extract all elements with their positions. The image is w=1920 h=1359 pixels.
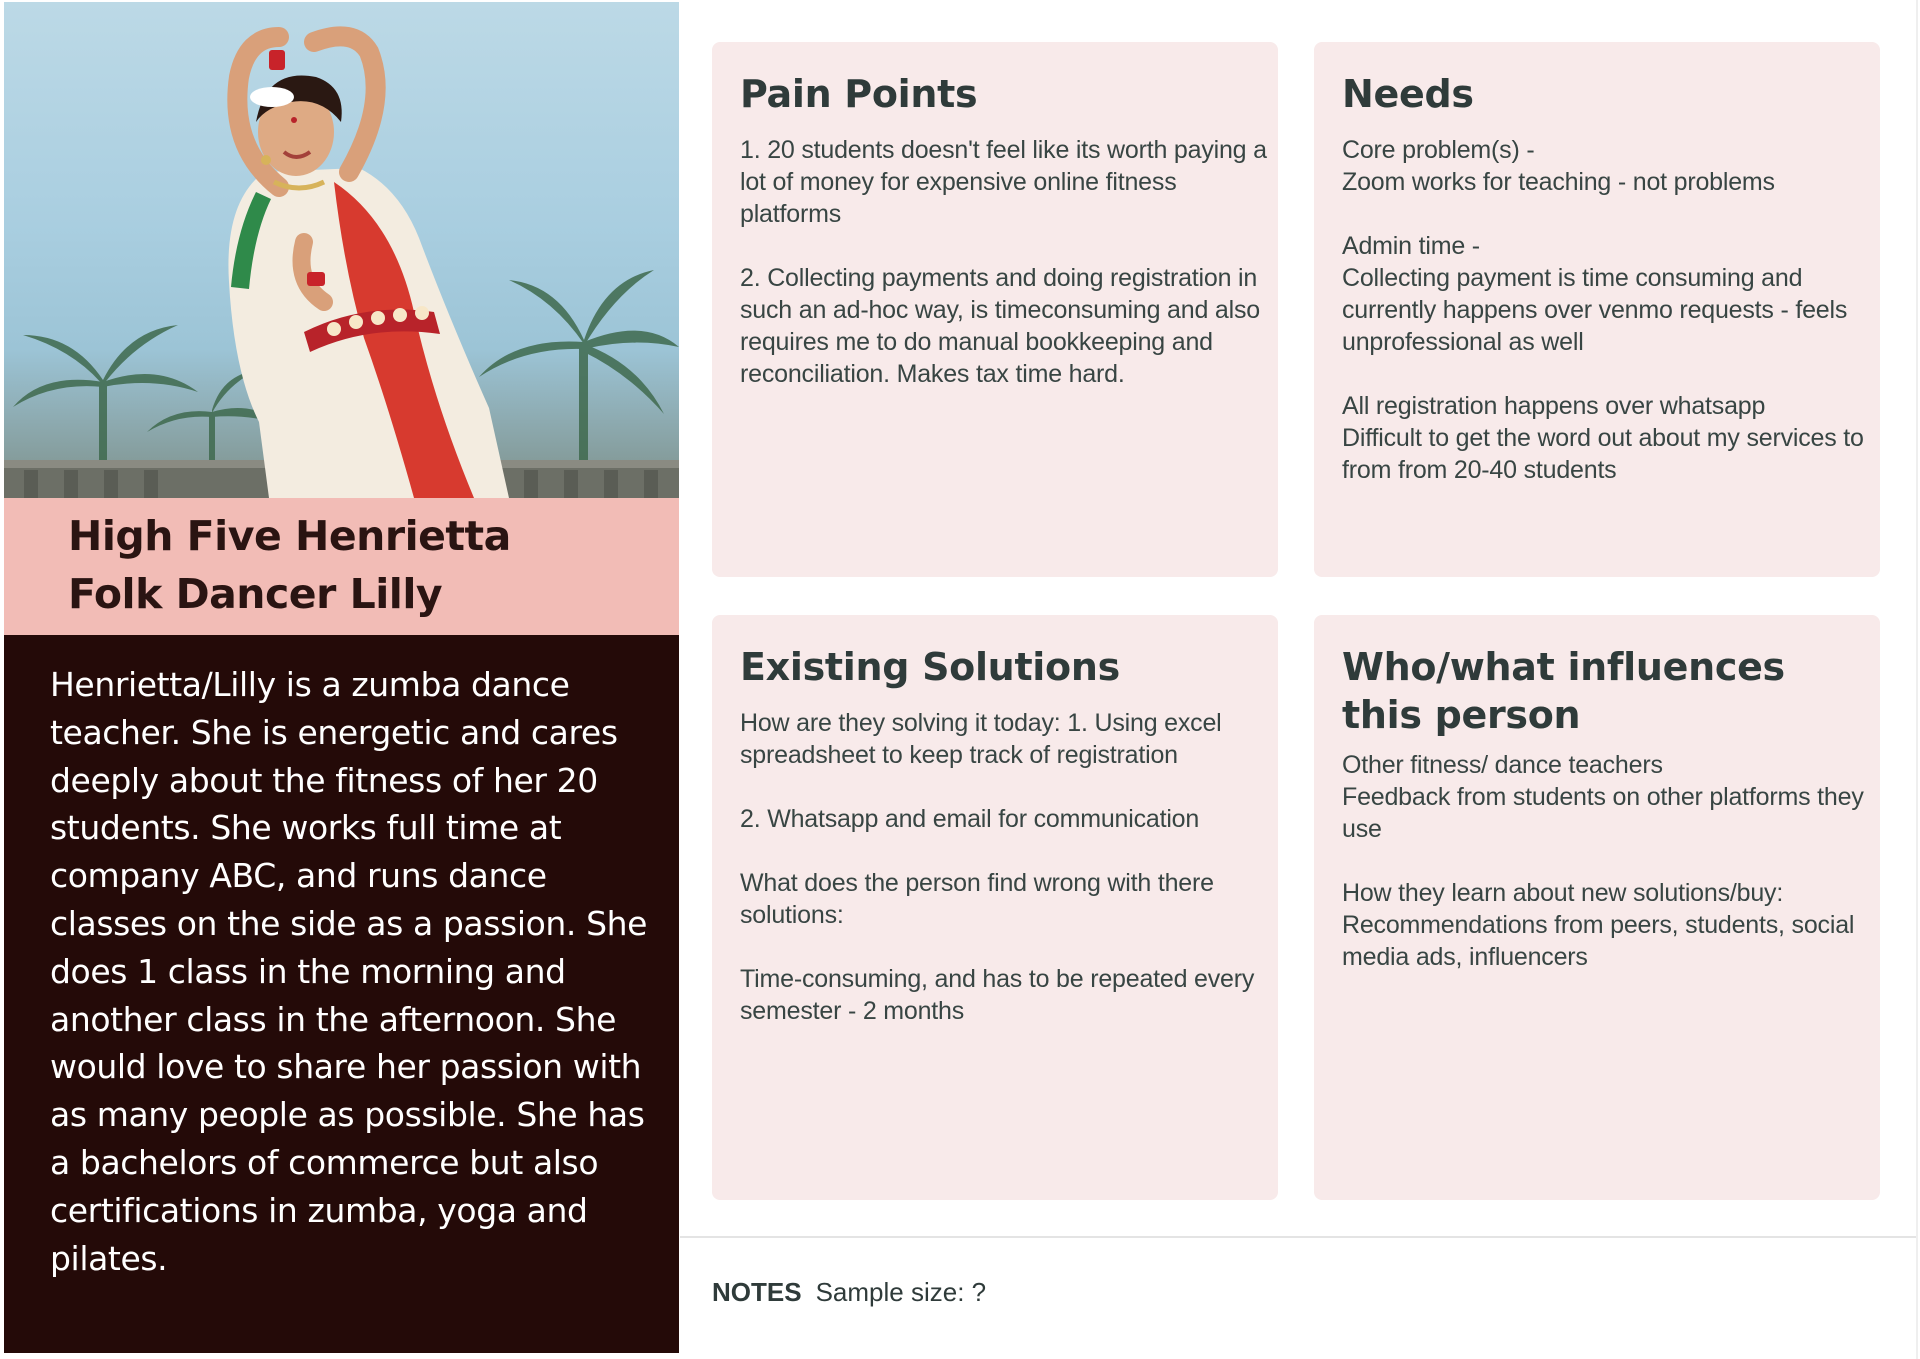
- influences-paragraph: How they learn about new solutions/buy: Recommendations from peers, students, social media ads, influencers: [1342, 879, 1855, 971]
- persona-name-line2: Folk Dancer Lilly: [68, 570, 443, 618]
- pain-points-paragraph: 2. Collecting payments and doing registration in such an ad-hoc way, is timeconsuming and also requires me to do manual bookkeeping and reconciliation. Makes tax time hard.: [740, 264, 1260, 388]
- influences-title: Who/what influences this person: [1342, 645, 1785, 737]
- persona-panel: [4, 2, 679, 1353]
- persona-photo: [4, 2, 679, 498]
- existing-solutions-paragraph: What does the person find wrong with there solutions:: [740, 869, 1214, 929]
- needs-paragraph: All registration happens over whatsapp Difficult to get the word out about my services to from from 20-40 students: [1342, 392, 1864, 484]
- notes-text: Sample size: ?: [815, 1277, 987, 1307]
- notes-label: NOTES: [712, 1277, 802, 1307]
- needs-paragraph: Admin time - Collecting payment is time consuming and currently happens over venmo requests - feels unprofessional as well: [1342, 232, 1848, 356]
- dancer-photo-illustration: [4, 2, 679, 498]
- persona-name-band: [4, 498, 679, 635]
- influences-paragraph: Other fitness/ dance teachers Feedback from students on other platforms they use: [1342, 751, 1864, 843]
- influences-card: [1314, 615, 1880, 1200]
- pain-points-card: [712, 42, 1278, 577]
- needs-paragraph: Core problem(s) - Zoom works for teaching - not problems: [1342, 136, 1775, 196]
- needs-card: [1314, 42, 1880, 577]
- existing-solutions-title: Existing Solutions: [740, 645, 1120, 689]
- page-edge-divider: [1916, 0, 1918, 1359]
- existing-solutions-card: [712, 615, 1278, 1200]
- pain-points-title: Pain Points: [740, 72, 978, 116]
- pain-points-body: [740, 134, 1275, 390]
- existing-solutions-body: [740, 707, 1275, 1027]
- needs-title: Needs: [1342, 72, 1474, 116]
- influences-body: [1342, 749, 1877, 973]
- persona-bio: Henrietta/Lilly is a zumba dance teacher. She is energetic and cares deeply about the fitness of her 20 students. She works full time at company ABC, and runs dance classes on the side as a passion. She does 1 class in the morning and another class in the afternoon. She would love to share her passion with as many people as possible. She has a bachelors of commerce but also certifications in zumba, yoga and pilates.: [50, 665, 648, 1278]
- persona-bio-box: [4, 635, 679, 1353]
- notes-divider: [680, 1236, 1916, 1238]
- needs-body: [1342, 134, 1877, 486]
- existing-solutions-paragraph: How are they solving it today: 1. Using excel spreadsheet to keep track of registration: [740, 709, 1222, 769]
- pain-points-paragraph: 1. 20 students doesn't feel like its worth paying a lot of money for expensive online fitness platforms: [740, 136, 1267, 228]
- existing-solutions-paragraph: 2. Whatsapp and email for communication: [740, 805, 1200, 833]
- notes-bar: [712, 1277, 986, 1308]
- persona-name-line1: High Five Henrietta: [68, 512, 511, 560]
- existing-solutions-paragraph: Time-consuming, and has to be repeated every semester - 2 months: [740, 965, 1255, 1025]
